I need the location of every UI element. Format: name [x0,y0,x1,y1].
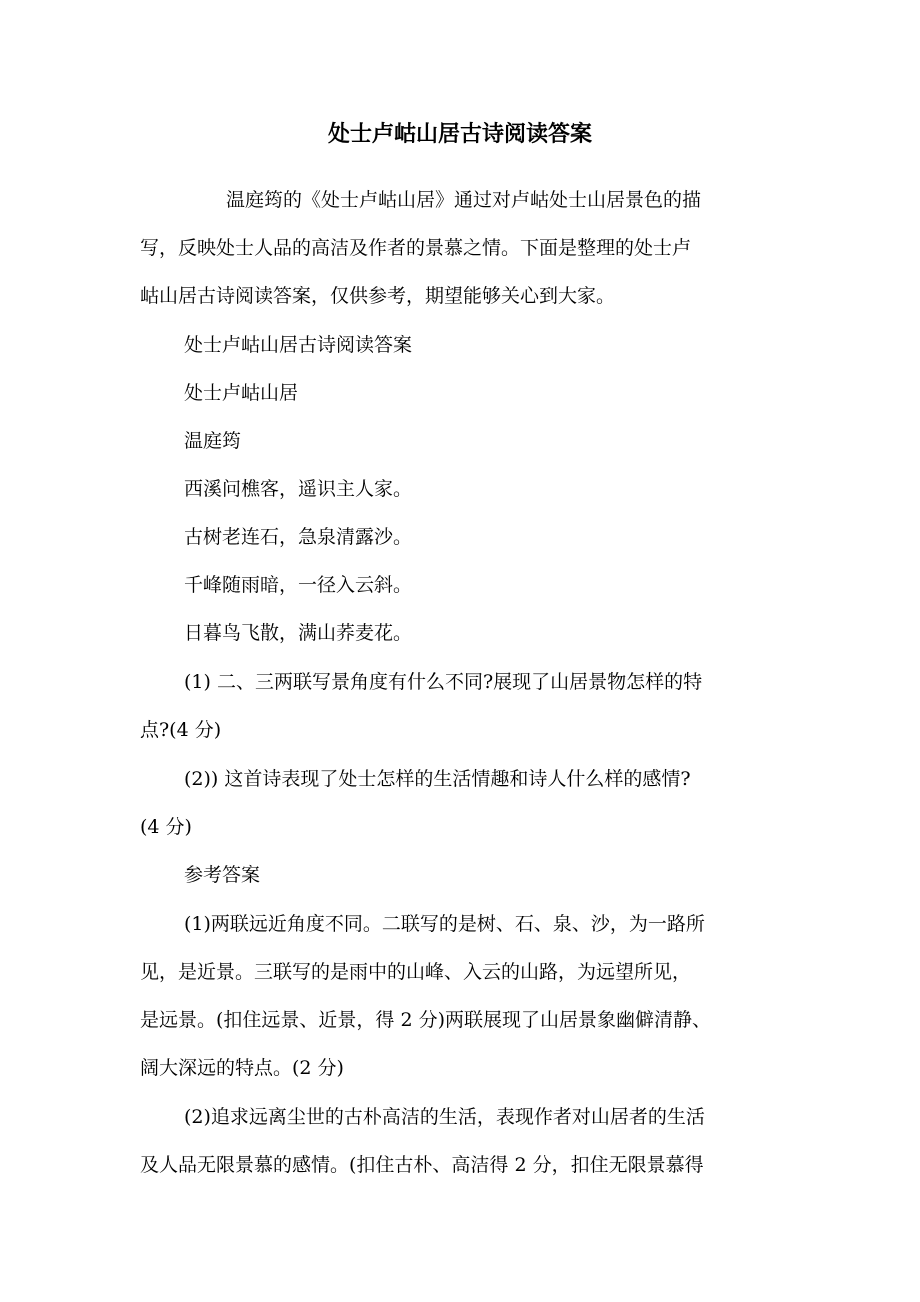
intro-line-1: 温庭筠的《处士卢岵山居》通过对卢岵处士山居景色的描 [226,189,702,211]
question-2-line-1: (2)) 这首诗表现了处士怎样的生活情趣和诗人什么样的感情? [184,768,691,790]
document-title: 处士卢岵山居古诗阅读答案 [327,122,592,147]
poem-line-4: 日暮鸟飞散，满山荞麦花。 [184,622,413,644]
poem-line-1: 西溪问樵客，遥识主人家。 [184,478,413,500]
answer-heading: 参考答案 [184,864,261,886]
answer-2-line-1: (2)追求远离尘世的古朴高洁的生活，表现作者对山居者的生活 [184,1106,705,1128]
answer-1-line-4: 阔大深远的特点。(2 分) [140,1057,344,1079]
answer-1-line-2: 见，是近景。三联写的是雨中的山峰、入云的山路，为远望所见， [140,961,692,983]
poem-author: 温庭筠 [184,430,242,452]
answer-1-line-1: (1)两联远近角度不同。二联写的是树、石、泉、沙，为一路所 [184,913,705,935]
poem-line-2: 古树老连石，急泉清露沙。 [184,526,413,548]
question-1-line-2: 点?(4 分) [140,719,222,741]
poem-title: 处士卢岵山居 [184,382,299,404]
section-heading: 处士卢岵山居古诗阅读答案 [184,334,413,356]
intro-line-3: 岵山居古诗阅读答案，仅供参考，期望能够关心到大家。 [140,285,616,307]
question-2-line-2: (4 分) [140,816,192,838]
answer-2-line-2: 及人品无限景慕的感情。(扣住古朴、高洁得 2 分，扣住无限景慕得 [140,1154,704,1176]
poem-line-3: 千峰随雨暗，一径入云斜。 [184,574,413,596]
answer-1-line-3: 是远景。(扣住远景、近景，得 2 分)两联展现了山居景象幽僻清静、 [140,1009,711,1031]
question-1-line-1: (1) 二、三两联写景角度有什么不同?展现了山居景物怎样的特 [184,671,703,693]
intro-line-2: 写，反映处士人品的高洁及作者的景慕之情。下面是整理的处士卢 [140,237,692,259]
